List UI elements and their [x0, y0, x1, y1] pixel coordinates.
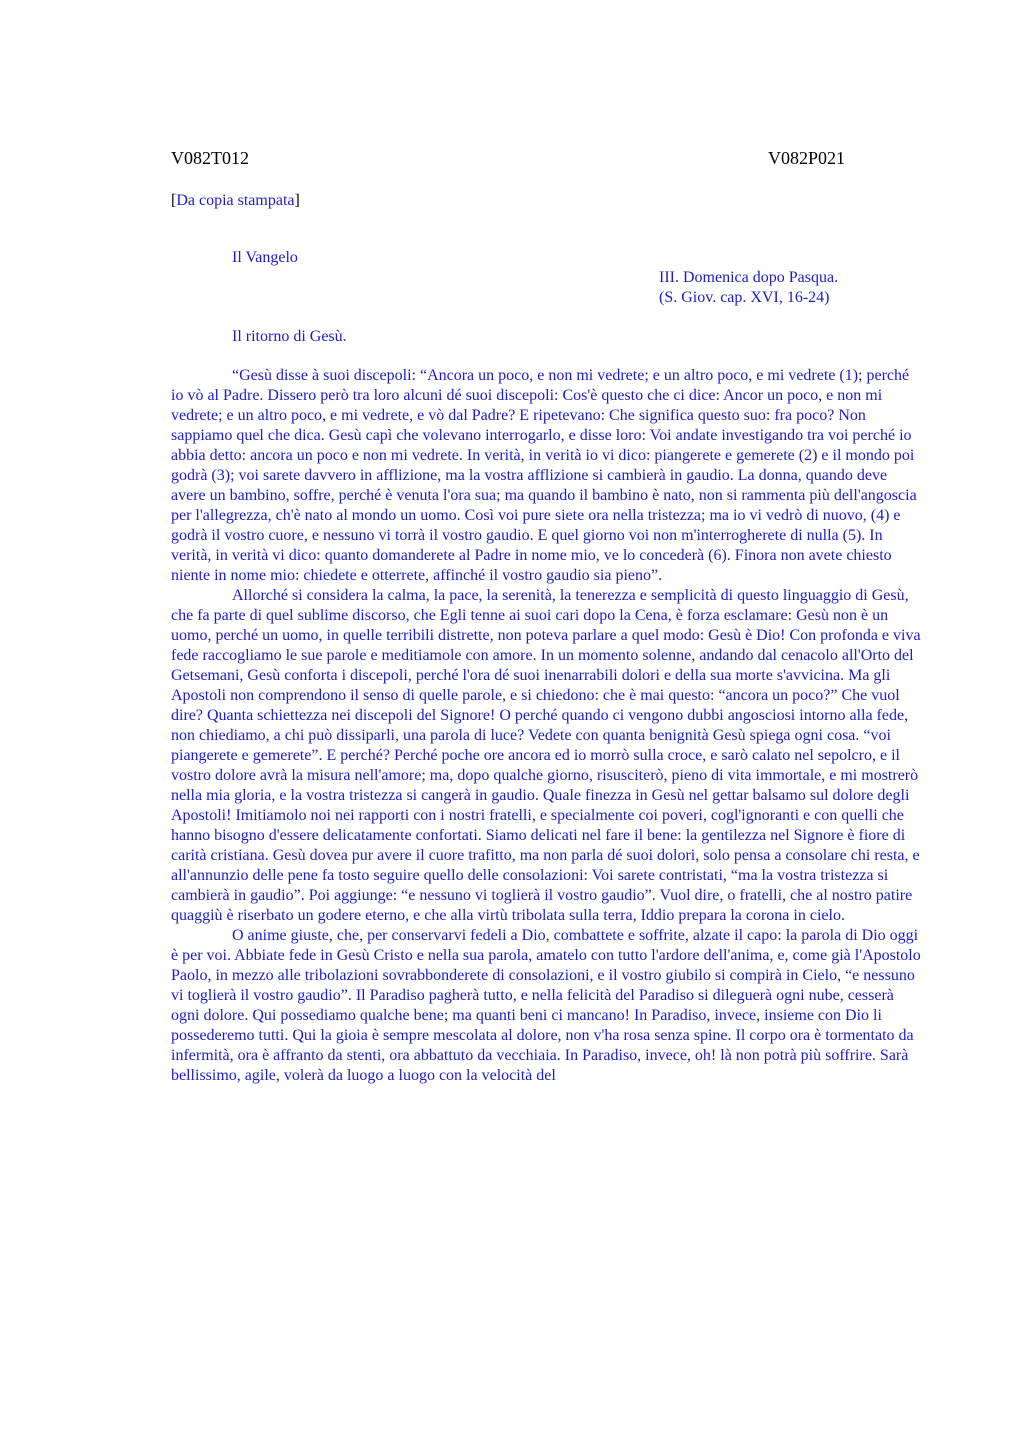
- reference-sunday: III. Domenica dopo Pasqua.: [659, 269, 839, 286]
- paragraph-gospel-quote: “Gesù disse à suoi discepoli: “Ancora un poco, e non mi vedrete; e un altro poco, e mi vedrete (1); perché io vò al Padre. Dissero però tra loro alcuni dé suoi discepoli: Cos'è questo che ci dice: Ancor un poco, e non mi vedrete; e un altro poco, e mi vedrete, e vò dal Padre? E ripetevano: Che significa questo suo: fra poco? Non sappiamo quel che dica. Gesù capì che volevano interrogarlo, e disse loro: Voi andate investigando tra voi perché io abbia detto: ancora un poco e non mi vedrete. In verità, in verità io vi dico: piangerete e gemerete (2) e il mondo poi godrà (3); voi sarete davvero in afflizione, ma la vostra afflizione si cambierà in gaudio. La donna, quando deve avere un bambino, soffre, perché è venuta l'ora sua; ma quando il bambino è nato, non si rammenta più dell'angoscia per l'allegrezza, ch'è nato al mondo un uomo. Così voi pure siete ora nella tristezza; ma io vi vedrò di nuovo, (4) e godrà il vostro cuore, e nessuno vi torrà il vostro gaudio. E quel giorno voi non m'interrogherete di nulla (5). In verità, in verità vi dico: quanto domanderete al Padre in nome mio, ve lo concederà (6). Finora non avete chiesto niente in nome mio: chiedete e otterrete, affinché il vostro gaudio sia pieno”.: [171, 367, 917, 584]
- source-note: [Da copia stampata]: [171, 192, 300, 209]
- document-header: [171, 147, 845, 169]
- paragraph-exhortation: O anime giuste, che, per conservarvi fedeli a Dio, combattete e soffrite, alzate il capo: la parola di Dio oggi è per voi. Abbiate fede in Gesù Cristo e nella sua parola, amatelo con tutto l'ardore dell'anima, e, come già l'Apostolo Paolo, in mezzo alle tribolazioni sovrabbonderete di consolazioni, e il vostro giubilo si compirà in Cielo, “e nessuno vi toglierà il vostro gaudio”. Il Paradiso pagherà tutto, e nella felicità del Paradiso si dileguerà ogni nube, cesserà ogni dolore. Qui possediamo qualche bene; ma quanti beni ci mancano! In Paradiso, invece, insieme con Dio li possederemo tutti. Qui la gioia è sempre mescolata al dolore, non v'ha rosa senza spine. Il corpo ora è tormentato da infermità, ora è affranto da stenti, ora abbattuto da vecchiaia. In Paradiso, invece, oh! là non potrà più soffrire. Sarà bellissimo, agile, volerà da luogo a luogo con la velocità del: [171, 927, 921, 1084]
- section-title: Il ritorno di Gesù.: [232, 328, 347, 345]
- reference-block: [659, 268, 925, 308]
- body-text: [171, 366, 925, 1086]
- document-code-right: V082P021: [767, 148, 845, 168]
- gospel-title: Il Vangelo: [232, 249, 298, 266]
- reference-passage: (S. Giov. cap. XVI, 16-24): [659, 289, 830, 306]
- document-page: [171, 147, 925, 1086]
- source-note-text: Da copia stampata: [176, 192, 295, 209]
- paragraph-commentary: Allorché si considera la calma, la pace, la serenità, la tenerezza e semplicità di questo linguaggio di Gesù, che fa parte di quel sublime discorso, che Egli tenne ai suoi cari dopo la Cena, è forza esclamare: Gesù non è un uomo, perché un uomo, in quelle terribili distrette, non poteva parlare a quel modo: Gesù è Dio! Con profonda e viva fede raccogliamo le sue parole e meditiamole con amore. In un momento solenne, andando dal cenacolo all'Orto del Getsemani, Gesù conforta i discepoli, perché l'ora dé suoi inenarrabili dolori e della sua morte s'avvicina. Ma gli Apostoli non comprendono il senso di quelle parole, e si chiedono: che è mai questo: “ancora un poco?” Che vuol dire? Quanta schiettezza nei discepoli del Signore! O perché quando ci vengono dubbi angosciosi intorno alla fede, non chiediamo, a chi può dissiparli, una parola di luce? Vedete con quanta benignità Gesù spiega ogni cosa. “voi piangerete e gemerete”. E perché? Perché poche ore ancora ed io morrò sulla croce, e sarò calato nel sepolcro, e il vostro dolore avrà la misura nell'amore; ma, dopo qualche giorno, risusciterò, pieno di vita immortale, e mi mostrerò nella mia gloria, e la vostra tristezza si cangerà in gaudio. Quale finezza in Gesù nel gettar balsamo sul dolore degli Apostoli! Imitiamolo noi nei rapporti con i nostri fratelli, e specialmente coi poveri, cogl'ignoranti e con quelli che hanno bisogno d'essere delicatamente confortati. Siamo delicati nel fare il bene: la gentilezza nel Signore è fiore di carità cristiana. Gesù dovea pur avere il cuore trafitto, ma non parla dé suoi dolori, solo pensa a consolare chi resta, e all'annunzio delle pene fa tosto seguire quello delle consolazioni: Voi sarete contristati, “ma la vostra tristezza si cambierà in gaudio”. Poi aggiunge: “e nessuno vi toglierà il vostro gaudio”. Vuol dire, o fratelli, che al nostro patire quaggiù è riserbato un godere eterno, e che alla virtù tribolata sulla terra, Iddio prepara la corona in cielo.: [171, 587, 921, 924]
- document-code-left: V082T012: [171, 148, 249, 168]
